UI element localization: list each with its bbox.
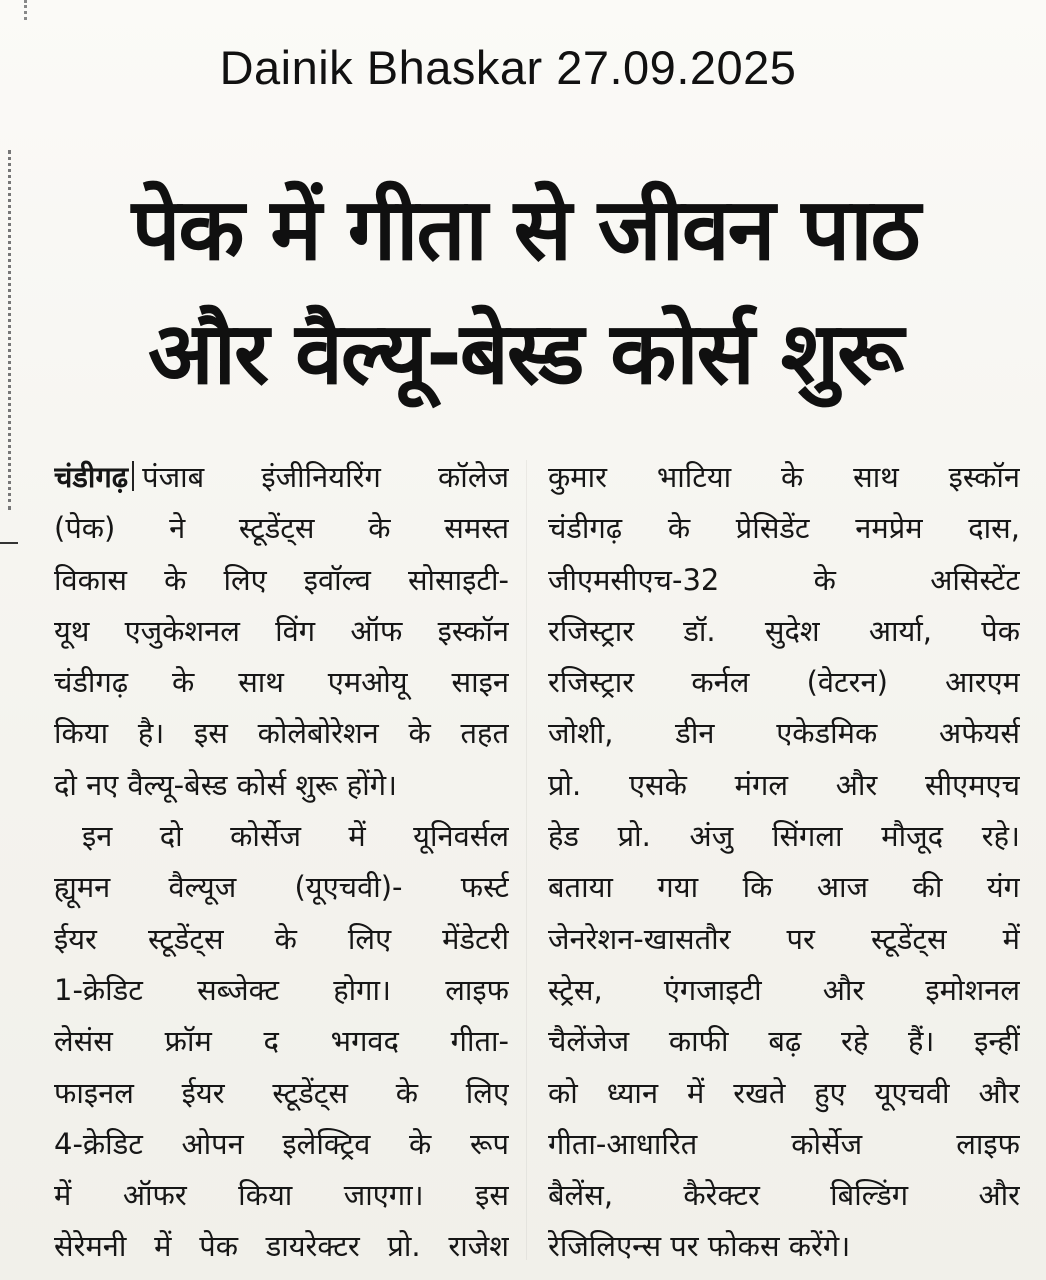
article-line: फाइनल ईयर स्टूडेंट्स के लिए [54,1075,509,1110]
article-line: गीता-आधारित कोर्सेज लाइफ [548,1126,1020,1161]
article-column-right [548,452,1020,1273]
source-caption: Dainik Bhaskar 27.09.2025 [219,41,797,94]
article-line: बताया गया कि आज की यंग [548,870,1020,905]
article-line: दो नए वैल्यू-बेस्ड कोर्स शुरू होंगे। [54,767,398,802]
article-line: स्ट्रेस, एंगजाइटी और इमोशनल [548,972,1020,1007]
article-column-left [54,452,509,1273]
clipping-edge-left [8,150,11,510]
article-line: (पेक) ने स्टूडेंट्स के समस्त [54,511,509,546]
cut-mark [0,542,18,544]
article-line: यूथ एजुकेशनल विंग ऑफ इस्कॉन [54,613,509,648]
dateline-separator [132,461,134,491]
article-line: जोशी, डीन एकेडमिक अफेयर्स [548,716,1020,751]
article-line: ईयर स्टूडेंट्स के लिए मेंडेटरी [54,921,509,956]
article-line: रेजिलिएन्स पर फोकस करेंगे। [548,1229,851,1264]
article-line-text: पंजाब इंजीनियरिंग कॉलेज [142,460,509,494]
article-line: इन दो कोर्सेज में यूनिवर्सल [82,819,509,854]
article-line: सेरेमनी में पेक डायरेक्टर प्रो. राजेश [54,1229,509,1264]
headline [30,168,1020,416]
article-line: जीएमसीएच-32 के असिस्टेंट [548,562,1020,597]
article-line: चंडीगढ़ के साथ एमओयू साइन [54,665,509,700]
article-line: को ध्यान में रखते हुए यूएचवी और [548,1075,1020,1110]
article-line: चंडीगढ़ के प्रेसिडेंट नमप्रेम दास, [548,511,1020,546]
article-line: हेड प्रो. अंजु सिंगला मौजूद रहे। [548,819,1020,854]
article-line: विकास के लिए इवॉल्व सोसाइटी- [54,562,509,597]
article-line: ह्यूमन वैल्यूज (यूएचवी)- फर्स्ट [54,870,509,905]
headline-line-2: और वैल्यू-बेस्ड कोर्स शुरू [148,304,902,404]
article-line: बैलेंस, कैरेक्टर बिल्डिंग और [548,1178,1020,1213]
article-line: रजिस्ट्रार डॉ. सुदेश आर्या, पेक [548,613,1020,648]
article-line: कुमार भाटिया के साथ इस्कॉन [548,460,1020,494]
article-line: में ऑफर किया जाएगा। इस [54,1178,509,1213]
article-line: प्रो. एसके मंगल और सीएमएच [548,767,1020,802]
article-line: किया है। इस कोलेबोरेशन के तहत [54,716,509,751]
dateline: चंडीगढ़ [54,460,129,494]
article-line: जेनरेशन-खासतौर पर स्टूडेंट्स में [548,921,1020,956]
article-line: चैलेंजेज काफी बढ़ रहे हैं। इन्हीं [548,1024,1020,1059]
article-line: लेसंस फ्रॉम द भगवद गीता- [54,1024,509,1059]
column-gutter [526,460,527,1260]
article-line: रजिस्ट्रार कर्नल (वेटरन) आरएम [548,665,1020,700]
article-line: 1-क्रेडिट सब्जेक्ट होगा। लाइफ [54,972,509,1007]
headline-line-1: पेक में गीता से जीवन पाठ [131,180,919,280]
article-line: 4-क्रेडिट ओपन इलेक्ट्रिव के रूप [54,1126,509,1161]
clipping-edge-top [24,0,27,20]
article-line [54,452,509,503]
